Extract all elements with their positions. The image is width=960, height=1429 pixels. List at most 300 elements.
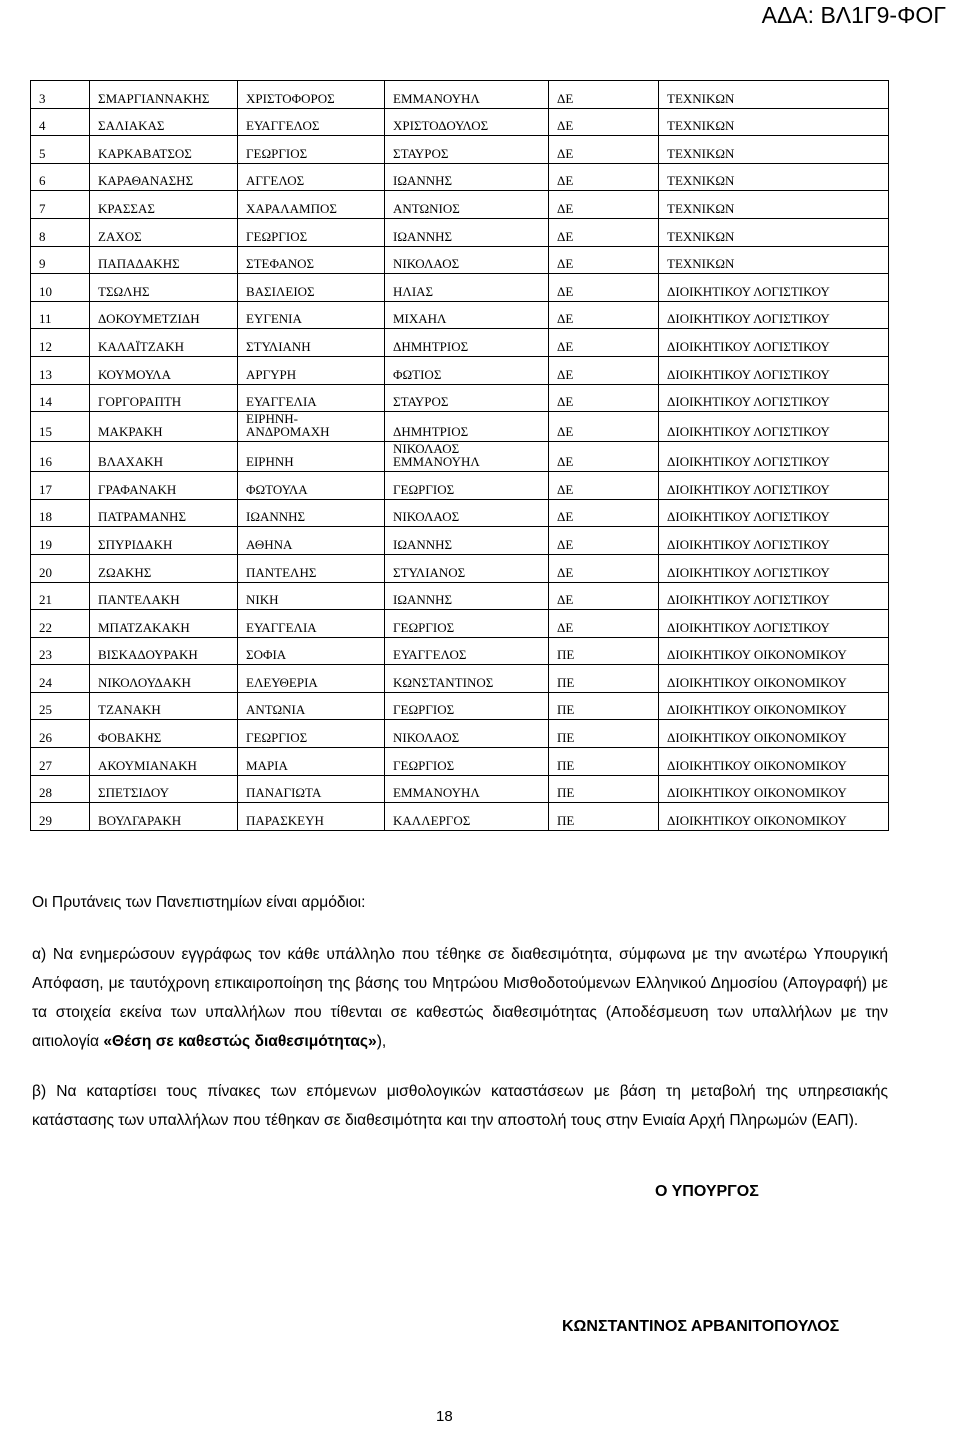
cell-text: ΤΖΑΝΑΚΗ <box>98 702 161 718</box>
cell-text: ΙΩΑΝΝΗΣ <box>393 592 453 608</box>
cell-text: ΔΕ <box>557 228 574 244</box>
cell-text: ΠΑΝΤΕΛΑΚΗ <box>98 592 180 608</box>
cell-text: 26 <box>39 730 52 746</box>
cell-father-name <box>385 582 549 610</box>
cell-category <box>549 637 659 665</box>
cell-text: ΦΩΤΟΥΛΑ <box>246 481 308 497</box>
cell-branch <box>659 442 889 472</box>
paragraph-a <box>32 940 888 1056</box>
cell-row-number <box>31 720 90 748</box>
cell-text: 19 <box>39 536 52 552</box>
cell-text: ΔΕ <box>557 173 574 189</box>
cell-text: ΚΩΝΣΤΑΝΤΙΝΟΣ <box>393 674 494 690</box>
cell-text: ΣΤΥΛΙΑΝΗ <box>246 338 311 354</box>
table-row <box>31 527 889 555</box>
cell-father-name <box>385 472 549 500</box>
cell-text: ΔΕ <box>557 283 574 299</box>
cell-text: ΠΑΤΡΑΜΑΝΗΣ <box>98 509 187 525</box>
cell-text: ΠΕ <box>557 812 575 828</box>
table-row <box>31 81 889 109</box>
cell-text-two-line <box>246 412 384 441</box>
cell-text: 16 <box>39 454 52 470</box>
cell-row-number <box>31 442 90 472</box>
table-row <box>31 301 889 329</box>
cell-row-number <box>31 218 90 246</box>
cell-branch <box>659 665 889 693</box>
cell-row-number <box>31 637 90 665</box>
cell-first-name <box>238 775 385 803</box>
cell-text: ΜΑΚΡΑΚΗ <box>98 424 163 440</box>
staff-table-body <box>31 81 889 831</box>
table-row <box>31 329 889 357</box>
cell-text: ΔΙΟΙΚΗΤΙΚΟΥ ΟΙΚΟΝΟΜΙΚΟΥ <box>667 647 847 663</box>
cell-text: ΓΟΡΓΟΡΑΠΤΗ <box>98 394 182 410</box>
cell-category <box>549 582 659 610</box>
cell-text: 17 <box>39 481 52 497</box>
cell-row-number <box>31 246 90 274</box>
cell-category <box>549 108 659 136</box>
cell-branch <box>659 637 889 665</box>
cell-father-name <box>385 499 549 527</box>
cell-surname <box>90 692 238 720</box>
cell-text: ΣΠΥΡΙΔΑΚΗ <box>98 536 173 552</box>
cell-text: ΚΑΡΚΑΒΑΤΣΟΣ <box>98 145 192 161</box>
cell-text: ΦΩΤΙΟΣ <box>393 366 442 382</box>
cell-category <box>549 442 659 472</box>
cell-text: 11 <box>39 311 52 327</box>
cell-surname <box>90 301 238 329</box>
cell-text: 8 <box>39 228 46 244</box>
cell-branch <box>659 748 889 776</box>
cell-first-name <box>238 329 385 357</box>
cell-text: ΣΠΕΤΣΙΔΟΥ <box>98 785 169 801</box>
cell-text: 10 <box>39 283 52 299</box>
table-row <box>31 610 889 638</box>
cell-text: ΠΑΝΑΓΙΩΤΑ <box>246 785 322 801</box>
cell-text: 4 <box>39 118 46 134</box>
cell-father-name <box>385 748 549 776</box>
table-row <box>31 442 889 472</box>
cell-category <box>549 412 659 442</box>
cell-surname <box>90 665 238 693</box>
cell-row-number <box>31 775 90 803</box>
cell-text: ΤΕΧΝΙΚΩΝ <box>667 173 735 189</box>
cell-text: ΕΛΕΥΘΕΡΙΑ <box>246 674 318 690</box>
cell-text: ΣΤΑΥΡΟΣ <box>393 145 449 161</box>
paragraph-a-bold: «Θέση σε καθεστώς διαθεσιμότητας» <box>103 1033 377 1050</box>
cell-first-name <box>238 442 385 472</box>
cell-branch <box>659 720 889 748</box>
cell-text: ΑΚΟΥΜΙΑΝΑΚΗ <box>98 757 197 773</box>
cell-text: ΒΑΣΙΛΕΙΟΣ <box>246 283 315 299</box>
cell-row-number <box>31 136 90 164</box>
cell-text: ΔΙΟΙΚΗΤΙΚΟΥ ΛΟΓΙΣΤΙΚΟΥ <box>667 311 830 327</box>
cell-surname <box>90 775 238 803</box>
table-row <box>31 356 889 384</box>
cell-row-number <box>31 748 90 776</box>
cell-text: 27 <box>39 757 52 773</box>
cell-surname <box>90 472 238 500</box>
cell-text: ΕΥΑΓΓΕΛΟΣ <box>246 118 320 134</box>
cell-branch <box>659 356 889 384</box>
cell-text: ΠΕ <box>557 785 575 801</box>
cell-text: ΑΝΤΩΝΙΑ <box>246 702 306 718</box>
cell-text: ΝΙΚΗ <box>246 592 279 608</box>
cell-text: ΣΟΦΙΑ <box>246 647 287 663</box>
cell-first-name <box>238 218 385 246</box>
cell-text: ΔΙΟΙΚΗΤΙΚΟΥ ΛΟΓΙΣΤΙΚΟΥ <box>667 454 830 470</box>
cell-row-number <box>31 356 90 384</box>
cell-father-name <box>385 692 549 720</box>
cell-branch <box>659 329 889 357</box>
cell-text: ΝΙΚΟΛΑΟΣ <box>393 256 460 272</box>
cell-text: ΚΑΛΛΕΡΓΟΣ <box>393 812 471 828</box>
cell-text: 12 <box>39 338 52 354</box>
cell-text: ΔΕ <box>557 509 574 525</box>
table-row <box>31 108 889 136</box>
cell-text: 22 <box>39 619 52 635</box>
cell-text: ΖΩΑΚΗΣ <box>98 564 152 580</box>
cell-row-number <box>31 108 90 136</box>
cell-branch <box>659 692 889 720</box>
cell-text: ΜΠΑΤΖΑΚΑΚΗ <box>98 619 190 635</box>
cell-first-name <box>238 692 385 720</box>
cell-row-number <box>31 384 90 412</box>
cell-text: 29 <box>39 812 52 828</box>
cell-row-number <box>31 412 90 442</box>
cell-surname <box>90 442 238 472</box>
cell-row-number <box>31 582 90 610</box>
cell-text: ΑΝΤΩΝΙΟΣ <box>393 200 460 216</box>
cell-text: 6 <box>39 173 46 189</box>
cell-text: ΔΙΟΙΚΗΤΙΚΟΥ ΛΟΓΙΣΤΙΚΟΥ <box>667 564 830 580</box>
cell-category <box>549 748 659 776</box>
cell-first-name <box>238 803 385 831</box>
cell-first-name <box>238 108 385 136</box>
cell-surname <box>90 163 238 191</box>
cell-surname <box>90 748 238 776</box>
cell-row-number <box>31 81 90 109</box>
table-row <box>31 665 889 693</box>
cell-branch <box>659 499 889 527</box>
cell-surname <box>90 412 238 442</box>
table-row <box>31 218 889 246</box>
cell-text: ΤΕΧΝΙΚΩΝ <box>667 118 735 134</box>
cell-text: ΕΥΑΓΓΕΛΙΑ <box>246 619 317 635</box>
cell-text: ΤΕΧΝΙΚΩΝ <box>667 256 735 272</box>
cell-row-number <box>31 610 90 638</box>
cell-text-two-line <box>393 442 548 471</box>
cell-text: ΠΕ <box>557 674 575 690</box>
cell-text: ΔΕ <box>557 256 574 272</box>
cell-text: ΔΕ <box>557 424 574 440</box>
cell-text: ΚΟΥΜΟΥΛΑ <box>98 366 171 382</box>
cell-text: ΔΙΟΙΚΗΤΙΚΟΥ ΛΟΓΙΣΤΙΚΟΥ <box>667 536 830 552</box>
cell-father-name <box>385 81 549 109</box>
cell-row-number <box>31 274 90 302</box>
cell-text: ΔΙΟΙΚΗΤΙΚΟΥ ΟΙΚΟΝΟΜΙΚΟΥ <box>667 674 847 690</box>
cell-text: 25 <box>39 702 52 718</box>
cell-line: ΑΝΔΡΟΜΑΧΗ <box>246 424 330 440</box>
cell-first-name <box>238 610 385 638</box>
table-row <box>31 274 889 302</box>
cell-first-name <box>238 499 385 527</box>
cell-text: ΔΙΟΙΚΗΤΙΚΟΥ ΛΟΓΙΣΤΙΚΟΥ <box>667 283 830 299</box>
cell-row-number <box>31 163 90 191</box>
cell-branch <box>659 163 889 191</box>
cell-text: ΙΩΑΝΝΗΣ <box>246 509 306 525</box>
cell-text: ΓΕΩΡΓΙΟΣ <box>246 730 308 746</box>
cell-text: 15 <box>39 424 52 440</box>
cell-father-name <box>385 218 549 246</box>
cell-text: ΔΙΟΙΚΗΤΙΚΟΥ ΛΟΓΙΣΤΙΚΟΥ <box>667 394 830 410</box>
cell-text: ΔΙΟΙΚΗΤΙΚΟΥ ΟΙΚΟΝΟΜΙΚΟΥ <box>667 730 847 746</box>
cell-text: 3 <box>39 90 46 106</box>
cell-text: ΕΥΓΕΝΙΑ <box>246 311 302 327</box>
cell-text: ΔΕ <box>557 536 574 552</box>
cell-father-name <box>385 442 549 472</box>
table-row <box>31 775 889 803</box>
cell-surname <box>90 582 238 610</box>
cell-first-name <box>238 81 385 109</box>
cell-row-number <box>31 191 90 219</box>
cell-text: ΔΙΟΙΚΗΤΙΚΟΥ ΟΙΚΟΝΟΜΙΚΟΥ <box>667 785 847 801</box>
cell-branch <box>659 301 889 329</box>
cell-category <box>549 136 659 164</box>
cell-category <box>549 163 659 191</box>
cell-text: ΔΕ <box>557 90 574 106</box>
cell-text: 28 <box>39 785 52 801</box>
page-number: 18 <box>436 1408 453 1425</box>
cell-category <box>549 356 659 384</box>
staff-table <box>30 80 889 831</box>
cell-surname <box>90 136 238 164</box>
cell-text: ΔΙΟΙΚΗΤΙΚΟΥ ΛΟΓΙΣΤΙΚΟΥ <box>667 592 830 608</box>
cell-branch <box>659 412 889 442</box>
cell-text: ΒΙΣΚΑΔΟΥΡΑΚΗ <box>98 647 198 663</box>
cell-category <box>549 527 659 555</box>
cell-father-name <box>385 665 549 693</box>
cell-row-number <box>31 301 90 329</box>
table-row <box>31 748 889 776</box>
cell-text: 23 <box>39 647 52 663</box>
cell-branch <box>659 775 889 803</box>
cell-category <box>549 554 659 582</box>
cell-text: ΦΟΒΑΚΗΣ <box>98 730 162 746</box>
cell-first-name <box>238 191 385 219</box>
signature-name: ΚΩΝΣΤΑΝΤΙΝΟΣ ΑΡΒΑΝΙΤΟΠΟΥΛΟΣ <box>562 1318 840 1335</box>
cell-text: ΔΙΟΙΚΗΤΙΚΟΥ ΛΟΓΙΣΤΙΚΟΥ <box>667 338 830 354</box>
cell-father-name <box>385 637 549 665</box>
cell-row-number <box>31 692 90 720</box>
cell-line: ΕΜΜΑΝΟΥΗΛ <box>393 454 480 470</box>
cell-father-name <box>385 136 549 164</box>
cell-text: ΔΕ <box>557 311 574 327</box>
cell-first-name <box>238 720 385 748</box>
cell-text: 24 <box>39 674 52 690</box>
cell-text: ΔΕ <box>557 619 574 635</box>
cell-category <box>549 692 659 720</box>
cell-text: ΔΕ <box>557 338 574 354</box>
cell-branch <box>659 582 889 610</box>
cell-category <box>549 218 659 246</box>
cell-text: ΔΕ <box>557 118 574 134</box>
cell-category <box>549 274 659 302</box>
cell-text: ΠΕ <box>557 702 575 718</box>
cell-branch <box>659 191 889 219</box>
cell-text: ΓΡΑΦΑΝΑΚΗ <box>98 481 177 497</box>
table-row <box>31 499 889 527</box>
cell-text: ΔΕ <box>557 481 574 497</box>
cell-text: ΠΕ <box>557 730 575 746</box>
cell-father-name <box>385 412 549 442</box>
cell-text: ΠΕ <box>557 757 575 773</box>
cell-branch <box>659 274 889 302</box>
cell-surname <box>90 191 238 219</box>
cell-first-name <box>238 384 385 412</box>
table-row <box>31 246 889 274</box>
cell-text: ΠΕ <box>557 647 575 663</box>
cell-row-number <box>31 527 90 555</box>
cell-father-name <box>385 554 549 582</box>
cell-category <box>549 246 659 274</box>
cell-father-name <box>385 108 549 136</box>
cell-text: ΔΟΚΟΥΜΕΤΖΙΔΗ <box>98 311 200 327</box>
cell-line: ΕΙΡΗΝΗ- <box>246 411 298 427</box>
cell-branch <box>659 246 889 274</box>
ada-code: ΑΔΑ: ΒΛ1Γ9-ΦΟΓ <box>761 2 946 28</box>
cell-text: ΓΕΩΡΓΙΟΣ <box>246 228 308 244</box>
cell-text: ΒΟΥΛΓΑΡΑΚΗ <box>98 812 182 828</box>
table-row <box>31 163 889 191</box>
table-row <box>31 803 889 831</box>
cell-text: ΖΑΧΟΣ <box>98 228 142 244</box>
cell-text: ΔΕ <box>557 366 574 382</box>
cell-text: ΔΙΟΙΚΗΤΙΚΟΥ ΛΟΓΙΣΤΙΚΟΥ <box>667 619 830 635</box>
cell-category <box>549 81 659 109</box>
cell-text: ΤΣΩΛΗΣ <box>98 283 150 299</box>
cell-category <box>549 775 659 803</box>
cell-text: ΤΕΧΝΙΚΩΝ <box>667 90 735 106</box>
signature-title: Ο ΥΠΟΥΡΓΟΣ <box>655 1183 759 1200</box>
cell-category <box>549 472 659 500</box>
intro-text: Οι Πρυτάνεις των Πανεπιστημίων είναι αρμόδιοι: <box>32 894 366 911</box>
table-row <box>31 582 889 610</box>
cell-text: ΕΜΜΑΝΟΥΗΛ <box>393 90 480 106</box>
cell-text: ΔΕ <box>557 454 574 470</box>
cell-text: ΜΙΧΑΗΛ <box>393 311 447 327</box>
cell-first-name <box>238 274 385 302</box>
cell-surname <box>90 554 238 582</box>
cell-first-name <box>238 356 385 384</box>
cell-text: ΣΜΑΡΓΙΑΝΝΑΚΗΣ <box>98 90 210 106</box>
cell-father-name <box>385 803 549 831</box>
cell-text: ΝΙΚΟΛΑΟΣ <box>393 730 460 746</box>
cell-text: ΑΓΓΕΛΟΣ <box>246 173 305 189</box>
cell-branch <box>659 81 889 109</box>
cell-category <box>549 191 659 219</box>
cell-branch <box>659 527 889 555</box>
cell-surname <box>90 356 238 384</box>
cell-category <box>549 301 659 329</box>
cell-text: ΔΙΟΙΚΗΤΙΚΟΥ ΟΙΚΟΝΟΜΙΚΟΥ <box>667 702 847 718</box>
cell-surname <box>90 329 238 357</box>
cell-father-name <box>385 610 549 638</box>
table-row <box>31 720 889 748</box>
cell-category <box>549 610 659 638</box>
cell-text: ΔΕ <box>557 145 574 161</box>
cell-surname <box>90 274 238 302</box>
cell-father-name <box>385 163 549 191</box>
cell-father-name <box>385 720 549 748</box>
cell-text: 7 <box>39 200 46 216</box>
cell-father-name <box>385 301 549 329</box>
cell-text: ΔΙΟΙΚΗΤΙΚΟΥ ΟΙΚΟΝΟΜΙΚΟΥ <box>667 812 847 828</box>
cell-text: ΕΙΡΗΝΗ <box>246 454 294 470</box>
cell-father-name <box>385 329 549 357</box>
cell-row-number <box>31 499 90 527</box>
cell-text: ΣΑΛΙΑΚΑΣ <box>98 118 165 134</box>
table-row <box>31 191 889 219</box>
cell-row-number <box>31 665 90 693</box>
cell-line: ΝΙΚΟΛΑΟΣ <box>393 441 460 457</box>
cell-text: ΣΤΥΛΙΑΝΟΣ <box>393 564 466 580</box>
table-row <box>31 554 889 582</box>
cell-text: ΧΑΡΑΛΑΜΠΟΣ <box>246 200 337 216</box>
cell-text: ΧΡΙΣΤΟΔΟΥΛΟΣ <box>393 118 489 134</box>
cell-surname <box>90 384 238 412</box>
cell-branch <box>659 108 889 136</box>
cell-first-name <box>238 472 385 500</box>
cell-text: ΑΘΗΝΑ <box>246 536 293 552</box>
cell-first-name <box>238 136 385 164</box>
cell-text: ΤΕΧΝΙΚΩΝ <box>667 228 735 244</box>
cell-text: ΚΑΛΑΪΤΖΑΚΗ <box>98 338 184 354</box>
cell-text: ΙΩΑΝΝΗΣ <box>393 228 453 244</box>
cell-text: 5 <box>39 145 46 161</box>
cell-text: ΙΩΑΝΝΗΣ <box>393 536 453 552</box>
cell-surname <box>90 246 238 274</box>
cell-text: 21 <box>39 592 52 608</box>
cell-category <box>549 803 659 831</box>
cell-father-name <box>385 527 549 555</box>
cell-first-name <box>238 748 385 776</box>
cell-text: ΔΕ <box>557 592 574 608</box>
cell-first-name <box>238 412 385 442</box>
cell-first-name <box>238 246 385 274</box>
cell-father-name <box>385 356 549 384</box>
cell-text: ΔΙΟΙΚΗΤΙΚΟΥ ΛΟΓΙΣΤΙΚΟΥ <box>667 366 830 382</box>
cell-text: ΑΡΓΥΡΗ <box>246 366 297 382</box>
cell-text: ΓΕΩΡΓΙΟΣ <box>246 145 308 161</box>
cell-text: ΕΥΑΓΓΕΛΟΣ <box>393 647 467 663</box>
cell-text: 20 <box>39 564 52 580</box>
cell-surname <box>90 499 238 527</box>
cell-surname <box>90 610 238 638</box>
cell-father-name <box>385 775 549 803</box>
cell-row-number <box>31 803 90 831</box>
cell-surname <box>90 81 238 109</box>
cell-text: ΜΑΡΙΑ <box>246 757 288 773</box>
cell-father-name <box>385 246 549 274</box>
cell-text: ΔΗΜΗΤΡΙΟΣ <box>393 338 469 354</box>
cell-text: ΣΤΕΦΑΝΟΣ <box>246 256 315 272</box>
cell-surname <box>90 637 238 665</box>
cell-father-name <box>385 274 549 302</box>
cell-text: ΔΙΟΙΚΗΤΙΚΟΥ ΟΙΚΟΝΟΜΙΚΟΥ <box>667 757 847 773</box>
cell-first-name <box>238 554 385 582</box>
cell-text: 9 <box>39 256 46 272</box>
